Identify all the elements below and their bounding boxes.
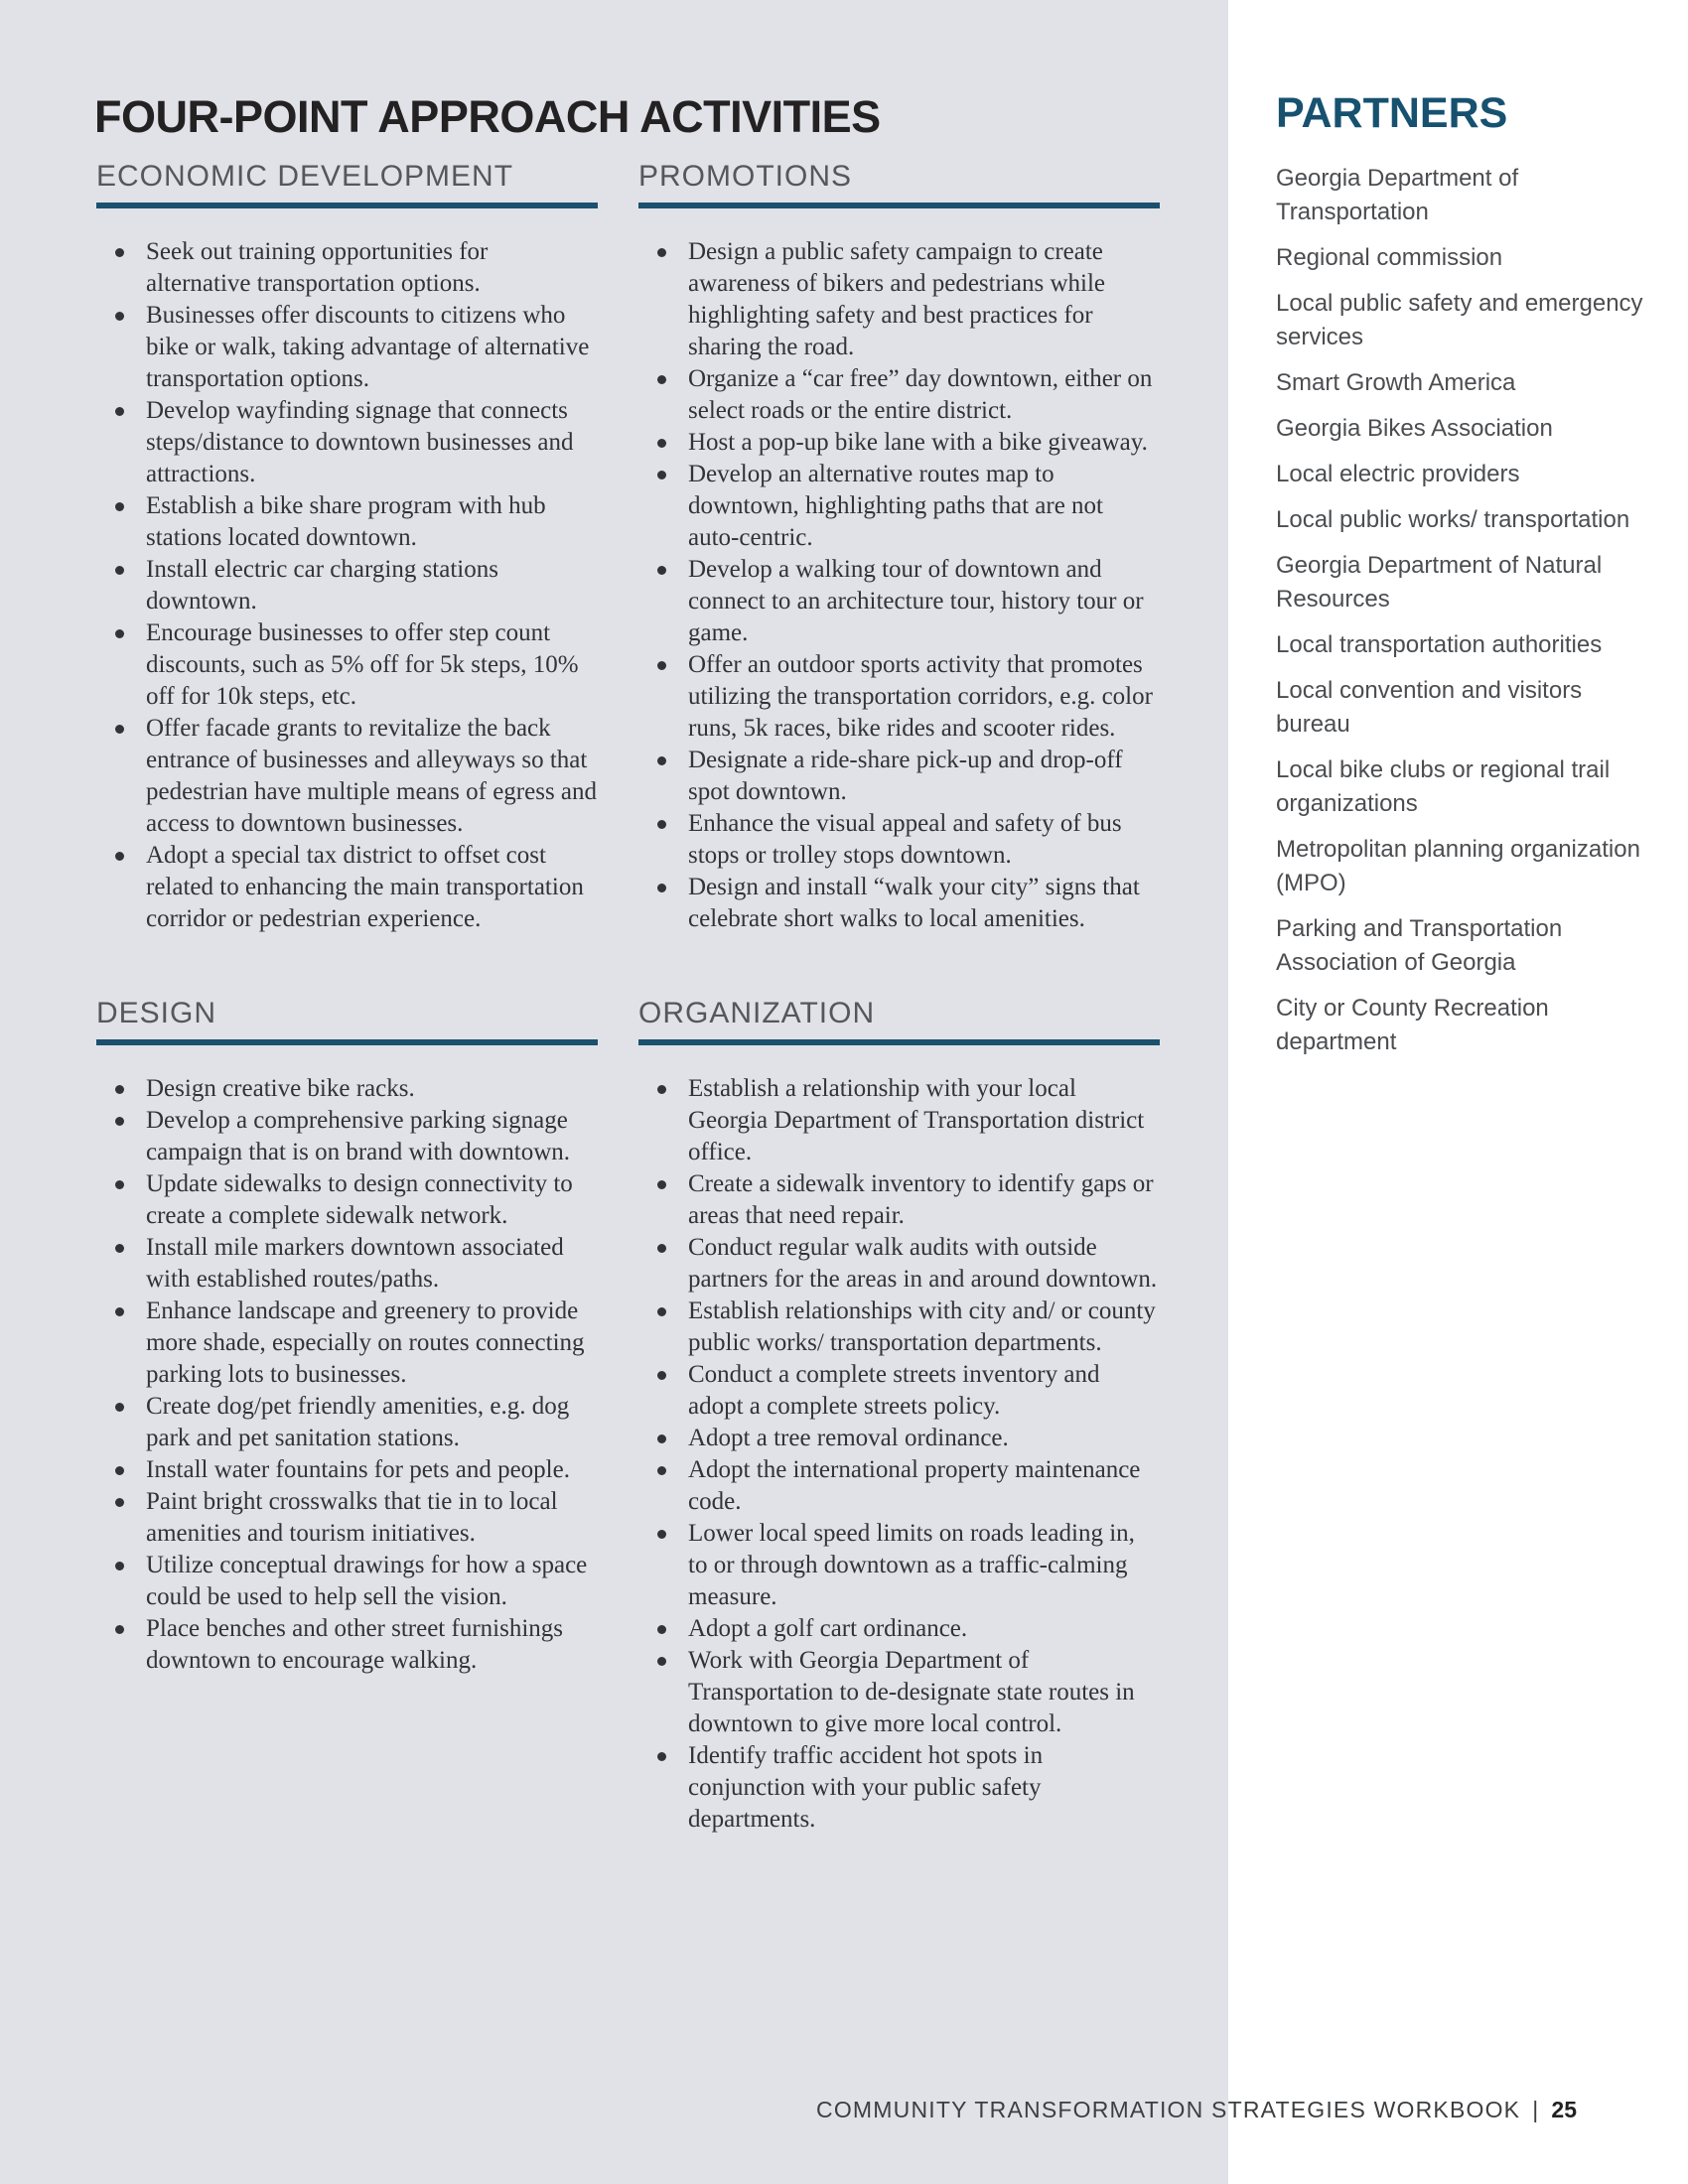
- partner-item: Georgia Bikes Association: [1276, 415, 1553, 442]
- partner-item: Local public works/ transportation: [1276, 506, 1630, 533]
- partner-item: Smart Growth America: [1276, 369, 1516, 396]
- section-title-promotions: PROMOTIONS: [638, 160, 853, 193]
- bullet-item: Establish a relationship with your local Georgia Department of Transportation district office.: [638, 1073, 1160, 1168]
- bullet-item: Conduct regular walk audits with outside partners for the areas in and around downtown.: [638, 1232, 1160, 1296]
- bullet-item: Develop a comprehensive parking signage campaign that is on brand with downtown.: [96, 1105, 598, 1168]
- bullet-item: Utilize conceptual drawings for how a space could be used to help sell the vision.: [96, 1550, 598, 1613]
- footer-text: COMMUNITY TRANSFORMATION STRATEGIES WORKBOOK: [816, 2097, 1521, 2122]
- left-column: [96, 160, 598, 1677]
- partners-title: PARTNERS: [1276, 89, 1508, 137]
- bullet-item: Conduct a complete streets inventory and adopt a complete streets policy.: [638, 1359, 1160, 1423]
- bullet-item: Develop a walking tour of downtown and connect to an architecture tour, history tour or game.: [638, 554, 1160, 649]
- page-footer: [816, 2097, 1577, 2123]
- bullet-item: Lower local speed limits on roads leading in, to or through downtown as a traffic-calming measure.: [638, 1518, 1160, 1613]
- bullet-item: Install water fountains for pets and people.: [96, 1454, 598, 1486]
- section-title-economic-development: ECONOMIC DEVELOPMENT: [96, 160, 514, 193]
- footer-page-number: 25: [1551, 2097, 1577, 2122]
- section-rule: [638, 203, 1160, 208]
- bullet-item: Paint bright crosswalks that tie in to local amenities and tourism initiatives.: [96, 1486, 598, 1550]
- economic-development-list: [96, 236, 598, 935]
- page-title: FOUR-POINT APPROACH ACTIVITIES: [94, 91, 881, 142]
- bullet-item: Adopt a golf cart ordinance.: [638, 1613, 1160, 1645]
- partner-item: Local electric providers: [1276, 461, 1520, 487]
- promotions-list: [638, 236, 1160, 935]
- bullet-item: Encourage businesses to offer step count discounts, such as 5% off for 5k steps, 10% off for 10k steps, etc.: [96, 617, 598, 713]
- bullet-item: Place benches and other street furnishings downtown to encourage walking.: [96, 1613, 598, 1677]
- section-promotions: [638, 160, 1160, 935]
- bullet-item: Businesses offer discounts to citizens who bike or walk, taking advantage of alternative transportation options.: [96, 300, 598, 395]
- bullet-item: Host a pop-up bike lane with a bike giveaway.: [638, 427, 1160, 459]
- bullet-item: Establish a bike share program with hub stations located downtown.: [96, 490, 598, 554]
- section-rule: [638, 1039, 1160, 1045]
- section-rule: [96, 1039, 598, 1045]
- footer-separator: |: [1532, 2097, 1540, 2122]
- bullet-item: Update sidewalks to design connectivity to create a complete sidewalk network.: [96, 1168, 598, 1232]
- section-organization: [638, 997, 1160, 1836]
- bullet-item: Create a sidewalk inventory to identify gaps or areas that need repair.: [638, 1168, 1160, 1232]
- bullet-item: Seek out training opportunities for alternative transportation options.: [96, 236, 598, 300]
- bullet-item: Adopt a special tax district to offset cost related to enhancing the main transportation corridor or pedestrian experience.: [96, 840, 598, 935]
- bullet-item: Enhance landscape and greenery to provide more shade, especially on routes connecting parking lots to businesses.: [96, 1296, 598, 1391]
- bullet-item: Offer facade grants to revitalize the back entrance of businesses and alleyways so that pedestrian have multiple means of egress and access to downtown businesses.: [96, 713, 598, 840]
- bullet-item: Work with Georgia Department of Transportation to de-designate state routes in downtown to give more local control.: [638, 1645, 1160, 1740]
- bullet-item: Develop an alternative routes map to downtown, highlighting paths that are not auto-centric.: [638, 459, 1160, 554]
- bullet-item: Establish relationships with city and/ or county public works/ transportation departments.: [638, 1296, 1160, 1359]
- bullet-item: Create dog/pet friendly amenities, e.g. dog park and pet sanitation stations.: [96, 1391, 598, 1454]
- section-rule: [96, 203, 598, 208]
- partner-item: Local bike clubs or regional trail organizations: [1276, 756, 1611, 817]
- bullet-item: Design creative bike racks.: [96, 1073, 598, 1105]
- middle-column: [638, 160, 1160, 1836]
- bullet-item: Design and install “walk your city” signs that celebrate short walks to local amenities.: [638, 872, 1160, 935]
- partner-item: Parking and Transportation Association of Georgia: [1276, 915, 1563, 976]
- partners-list: [1276, 162, 1643, 1059]
- section-design: [96, 997, 598, 1677]
- bullet-item: Enhance the visual appeal and safety of bus stops or trolley stops downtown.: [638, 808, 1160, 872]
- bullet-item: Develop wayfinding signage that connects steps/distance to downtown businesses and attractions.: [96, 395, 598, 490]
- partner-item: Local public safety and emergency services: [1276, 290, 1643, 350]
- design-list: [96, 1073, 598, 1677]
- section-title-design: DESIGN: [96, 997, 217, 1029]
- bullet-item: Organize a “car free” day downtown, either on select roads or the entire district.: [638, 363, 1160, 427]
- bullet-item: Adopt the international property maintenance code.: [638, 1454, 1160, 1518]
- section-title-organization: ORGANIZATION: [638, 997, 876, 1029]
- partner-item: Georgia Department of Natural Resources: [1276, 552, 1603, 613]
- partner-item: Local transportation authorities: [1276, 631, 1603, 658]
- bullet-item: Designate a ride-share pick-up and drop-off spot downtown.: [638, 745, 1160, 808]
- bullet-item: Install mile markers downtown associated with established routes/paths.: [96, 1232, 598, 1296]
- partners-panel: [1276, 89, 1643, 1071]
- bullet-item: Design a public safety campaign to create awareness of bikers and pedestrians while highlighting safety and best practices for sharing the road.: [638, 236, 1160, 363]
- bullet-item: Install electric car charging stations downtown.: [96, 554, 598, 617]
- partner-item: Regional commission: [1276, 244, 1503, 271]
- partner-item: City or County Recreation department: [1276, 995, 1549, 1055]
- bullet-item: Adopt a tree removal ordinance.: [638, 1423, 1160, 1454]
- organization-list: [638, 1073, 1160, 1836]
- section-economic-development: [96, 160, 598, 935]
- partner-item: Georgia Department of Transportation: [1276, 165, 1519, 225]
- partner-item: Local convention and visitors bureau: [1276, 677, 1583, 738]
- bullet-item: Offer an outdoor sports activity that promotes utilizing the transportation corridors, e.g. color runs, 5k races, bike rides and scooter rides.: [638, 649, 1160, 745]
- partner-item: Metropolitan planning organization (MPO): [1276, 836, 1640, 896]
- bullet-item: Identify traffic accident hot spots in conjunction with your public safety departments.: [638, 1740, 1160, 1836]
